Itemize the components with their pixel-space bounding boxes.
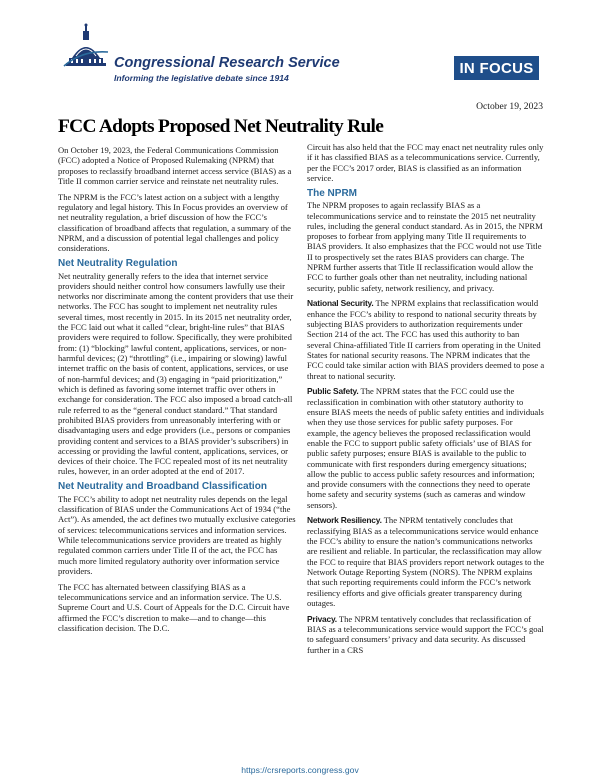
- national-security-lead: National Security.: [307, 298, 374, 309]
- net-neutrality-regulation-paragraph: Net neutrality generally refers to the idea that internet service providers should neither control how consumers lawfully use their networks nor discriminate among the content providers that use their networks. The FCC has sought to implement net neutrality rules several times, most recently in 2015. In its 2015 net neutrality order, the FCC laid out what it called “clear, bright-line rules” that BIAS providers were required to follow. Specifically, they were prohibited from: (1) “blocking” lawful content, applications, services, or non-harmful devices; (2) “throttling” (i.e., impairing or slowing) lawful internet traffic on the basis of content, applications, services, or use of non-harmful devices; and (3) engaging in “paid prioritization,” which is defined as favoring some internet traffic over others in exchange for consideration. The FCC also imposed a broad catch-all rule referred to as the “general conduct standard.” That standard prohibited BIAS providers from unreasonably interfering with or disadvantaging users and edge providers (i.e., persons or companies providing content and services to a BIAS provider’s subscribers) in accessing or providing the lawful content, applications, services, or devices of their choice. The FCC repealed most of its net neutrality rules, however, in an order adopted at the end of 2017.: [58, 270, 294, 477]
- nprm-paragraph: The NPRM proposes to again reclassify BIAS as a telecommunications service and to reinstate the 2015 net neutrality rules, including the general conduct standard. As in 2015, the NPRM proposes to forbear from applying many Title II requirements to BIAS providers. It also emphasizes that the FCC would not use Title II to prospectively set the rates BIAS providers can charge. The NPRM further asserts that Title II reclassification would allow the FCC to further goals other than net neutrality, including national security, public safety, network resiliency, and privacy.: [307, 200, 543, 293]
- intro-paragraph-2: The NPRM is the FCC’s latest action on a subject with a lengthy regulatory and legal history. This In Focus provides an overview of net neutrality regulation, a brief discussion of how the FCC’s classification of broadband affects that regulation, a summary of the NPRM, and a discussion of potential legal challenges and policy considerations.: [58, 191, 291, 254]
- privacy-text: The NPRM tentatively concludes that reclassification of BIAS as a telecommunications service would support the FCC’s goal to safeguard consumers’ privacy and data security. As discussed further in a CRS: [307, 613, 544, 655]
- section-heading-net-neutrality-regulation: Net Neutrality Regulation: [58, 257, 178, 269]
- left-column: [58, 145, 296, 639]
- public-safety-text: The NPRM states that the FCC could use the reclassification in combination with other statutory authority to ensure BIAS meets the needs of public safety entities and individuals when they use those services for public safety purposes. For example, the agency believes the proposed reclassification would enable the FCC to support public safety officials’ use of BIAS for public safety purposes; ensure BIAS is available to the public to communicate with first responders during emergency situations; allow the public to access public safety resources and information; and provide consumers with the connections they need to operate home safety and security systems (such as cameras and window sensors).: [307, 386, 544, 510]
- public-safety-paragraph: [307, 386, 545, 510]
- in-focus-badge: IN FOCUS: [454, 56, 539, 80]
- right-column: [307, 142, 545, 660]
- page-title: FCC Adopts Proposed Net Neutrality Rule: [58, 116, 384, 137]
- org-name: Congressional Research Service: [114, 55, 340, 71]
- capitol-dome-icon: [62, 22, 110, 68]
- section-heading-the-nprm: The NPRM: [307, 187, 357, 199]
- public-safety-lead: Public Safety.: [307, 386, 359, 397]
- report-date: October 19, 2023: [476, 101, 543, 112]
- national-security-text: The NPRM explains that reclassification would enhance the FCC’s ability to respond to national security threats by subjecting BIAS providers to authorization requirements under Section 214 of the act. The FCC has used this authority to ban several China-affiliated Title II carriers from operating in the United States for national security reasons. The NPRM indicates that the FCC could take similar action with BIAS providers deemed to pose a threat to national security.: [307, 298, 545, 381]
- classification-paragraph-2: The FCC has alternated between classifying BIAS as a telecommunications service and an information service. The U.S. Supreme Court and U.S. Court of Appeals for the D.C. Circuit have affirmed the FCC’s discretion to make—and to change—this classification decision. The D.C.: [58, 581, 290, 633]
- continuation-paragraph: Circuit has also held that the FCC may enact net neutrality rules only if it has classified BIAS as a telecommunications service. Currently, per the FCC’s 2017 order, BIAS is classified as an information service.: [307, 142, 544, 183]
- network-resiliency-lead: Network Resiliency.: [307, 515, 382, 526]
- privacy-lead: Privacy.: [307, 613, 337, 624]
- intro-paragraph-1: On October 19, 2023, the Federal Communications Commission (FCC) adopted a Notice of Proposed Rulemaking (NPRM) that proposes to reclassify broadband internet access service (BIAS) as a Title II common carrier service and reinstate net neutrality rules.: [58, 145, 292, 186]
- section-heading-broadband-classification: Net Neutrality and Broadband Classification: [58, 481, 267, 493]
- national-security-paragraph: [307, 298, 545, 381]
- network-resiliency-text: The NPRM tentatively concludes that reclassifying BIAS as a telecommunications service would enhance the FCC’s ability to ensure the nation’s communications networks are resilient and reliable. In particular, the reclassification may allow the FCC to require that BIAS providers report network outages to the Network Outage Reporting System (NORS). The NPRM explains that such reporting requirements could inform the FCC’s network resiliency efforts and give officials greater transparency during outages.: [307, 515, 545, 608]
- org-tagline: Informing the legislative debate since 1914: [114, 73, 289, 83]
- classification-paragraph-1: The FCC’s ability to adopt net neutrality rules depends on the legal classification of BIAS under the Communications Act of 1934 (“the Act”). As amended, the act defines two mutually exclusive categories of services: telecommunications services and information services. While telecommunications service providers are treated as highly regulated common carriers under Title II of the act, the FCC has much more limited regulatory authority over information service providers.: [58, 493, 296, 576]
- privacy-paragraph: [307, 614, 545, 655]
- footer-url-link[interactable]: https://crsreports.congress.gov: [241, 765, 359, 775]
- network-resiliency-paragraph: [307, 515, 545, 608]
